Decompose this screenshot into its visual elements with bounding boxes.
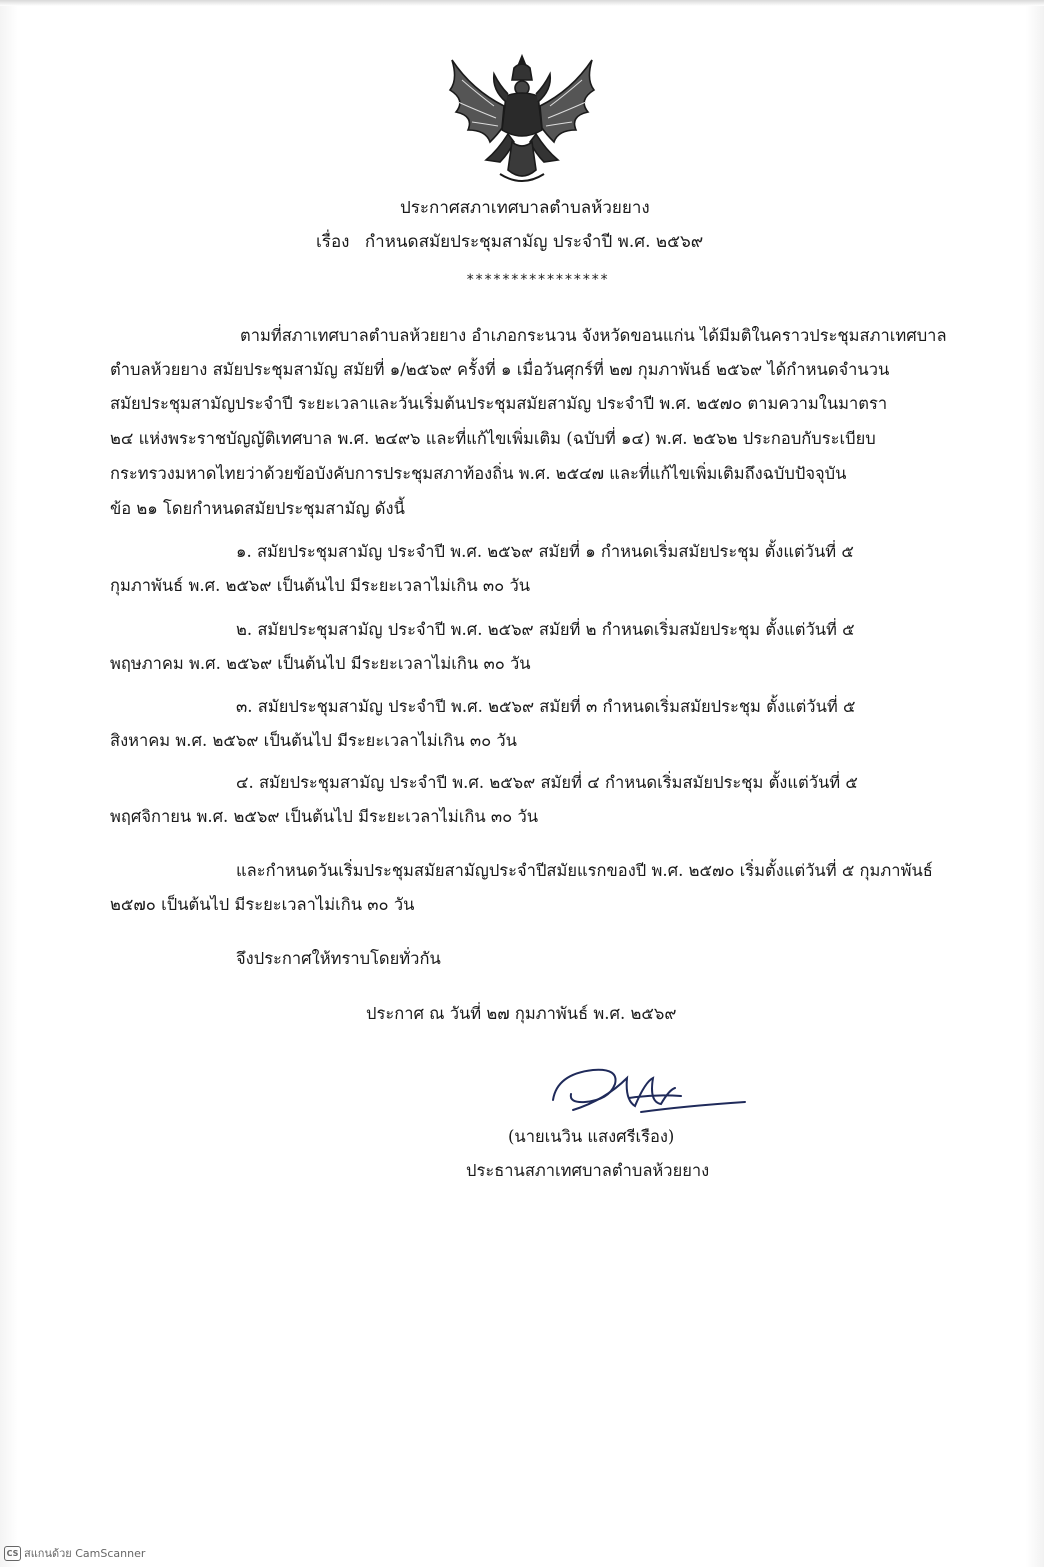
- session-item-2-line1: ๒. สมัยประชุมสามัญ ประจำปี พ.ศ. ๒๕๖๙ สมัยที่ ๒ กำหนดเริ่มสมัยประชุม ตั้งแต่วันที่ ๕: [236, 620, 855, 639]
- closing-line: และกำหนดวันเริ่มประชุมสมัยสามัญประจำปีสมัยแรกของปี พ.ศ. ๒๕๗๐ เริ่มตั้งแต่วันที่ ๕ กุมภาพันธ์: [236, 861, 933, 880]
- intro-line: ๒๔ แห่งพระราชบัญญัติเทศบาล พ.ศ. ๒๔๙๖ และที่แก้ไขเพิ่มเติม (ฉบับที่ ๑๔) พ.ศ. ๒๕๖๒ ประกอบกับระเบียบ: [110, 429, 876, 448]
- signatory-position: ประธานสภาเทศบาลตำบลห้วยยาง: [466, 1161, 710, 1180]
- garuda-emblem-icon: [442, 50, 602, 190]
- closing-line: ๒๕๗๐ เป็นต้นไป มีระยะเวลาไม่เกิน ๓๐ วัน: [110, 895, 415, 914]
- scan-edge: [0, 0, 1044, 6]
- session-item-1-line1: ๑. สมัยประชุมสามัญ ประจำปี พ.ศ. ๒๕๖๙ สมัยที่ ๑ กำหนดเริ่มสมัยประชุม ตั้งแต่วันที่ ๕: [236, 542, 854, 561]
- camscanner-footer: [4, 1544, 145, 1562]
- camscanner-logo-icon: CS: [4, 1546, 21, 1561]
- subject-label: เรื่อง: [316, 232, 350, 252]
- session-item-1-line2: กุมภาพันธ์ พ.ศ. ๒๕๖๙ เป็นต้นไป มีระยะเวลาไม่เกิน ๓๐ วัน: [110, 576, 531, 595]
- subject-text: กำหนดสมัยประชุมสามัญ ประจำปี พ.ศ. ๒๕๖๙: [364, 232, 704, 252]
- intro-line: ตามที่สภาเทศบาลตำบลห้วยยาง อำเภอกระนวน จังหวัดขอนแก่น ได้มีมติในคราวประชุมสภาเทศบาล: [240, 326, 947, 345]
- intro-line: ข้อ ๒๑ โดยกำหนดสมัยประชุมสามัญ ดังนี้: [110, 499, 405, 518]
- session-item-3-line2: สิงหาคม พ.ศ. ๒๕๖๙ เป็นต้นไป มีระยะเวลาไม่เกิน ๓๐ วัน: [110, 731, 517, 750]
- session-item-2-line2: พฤษภาคม พ.ศ. ๒๕๖๙ เป็นต้นไป มีระยะเวลาไม่เกิน ๓๐ วัน: [110, 654, 531, 673]
- signature-icon: [545, 1060, 755, 1130]
- session-item-4-line1: ๔. สมัยประชุมสามัญ ประจำปี พ.ศ. ๒๕๖๙ สมัยที่ ๔ กำหนดเริ่มสมัยประชุม ตั้งแต่วันที่ ๕: [236, 773, 858, 792]
- separator: ****************: [466, 272, 609, 288]
- intro-line: ตำบลห้วยยาง สมัยประชุมสามัญ สมัยที่ ๑/๒๕๖๙ ครั้งที่ ๑ เมื่อวันศุกร์ที่ ๒๗ กุมภาพันธ์ ๒๕๖๙ ได้กำหนดจำนวน: [110, 360, 890, 379]
- intro-line: สมัยประชุมสามัญประจำปี ระยะเวลาและวันเริ่มต้นประชุมสมัยสามัญ ประจำปี พ.ศ. ๒๕๗๐ ตามความในมาตรา: [110, 394, 888, 413]
- session-item-4-line2: พฤศจิกายน พ.ศ. ๒๕๖๙ เป็นต้นไป มีระยะเวลาไม่เกิน ๓๐ วัน: [110, 807, 538, 826]
- camscanner-text: สแกนด้วย CamScanner: [24, 1547, 146, 1560]
- announcement-date: ประกาศ ณ วันที่ ๒๗ กุมภาพันธ์ พ.ศ. ๒๕๖๙: [366, 1004, 677, 1023]
- announcement-subject-line: [316, 228, 703, 255]
- announcement-title: ประกาศสภาเทศบาลตำบลห้วยยาง: [400, 198, 650, 218]
- signatory-name: (นายเนวิน แสงศรีเรือง): [508, 1127, 675, 1146]
- session-item-3-line1: ๓. สมัยประชุมสามัญ ประจำปี พ.ศ. ๒๕๖๙ สมัยที่ ๓ กำหนดเริ่มสมัยประชุม ตั้งแต่วันที่ ๕: [236, 697, 856, 716]
- announce-line: จึงประกาศให้ทราบโดยทั่วกัน: [236, 949, 441, 968]
- intro-line: กระทรวงมหาดไทยว่าด้วยข้อบังคับการประชุมสภาท้องถิ่น พ.ศ. ๒๕๔๗ และที่แก้ไขเพิ่มเติมถึงฉบับปัจจุบัน: [110, 464, 847, 483]
